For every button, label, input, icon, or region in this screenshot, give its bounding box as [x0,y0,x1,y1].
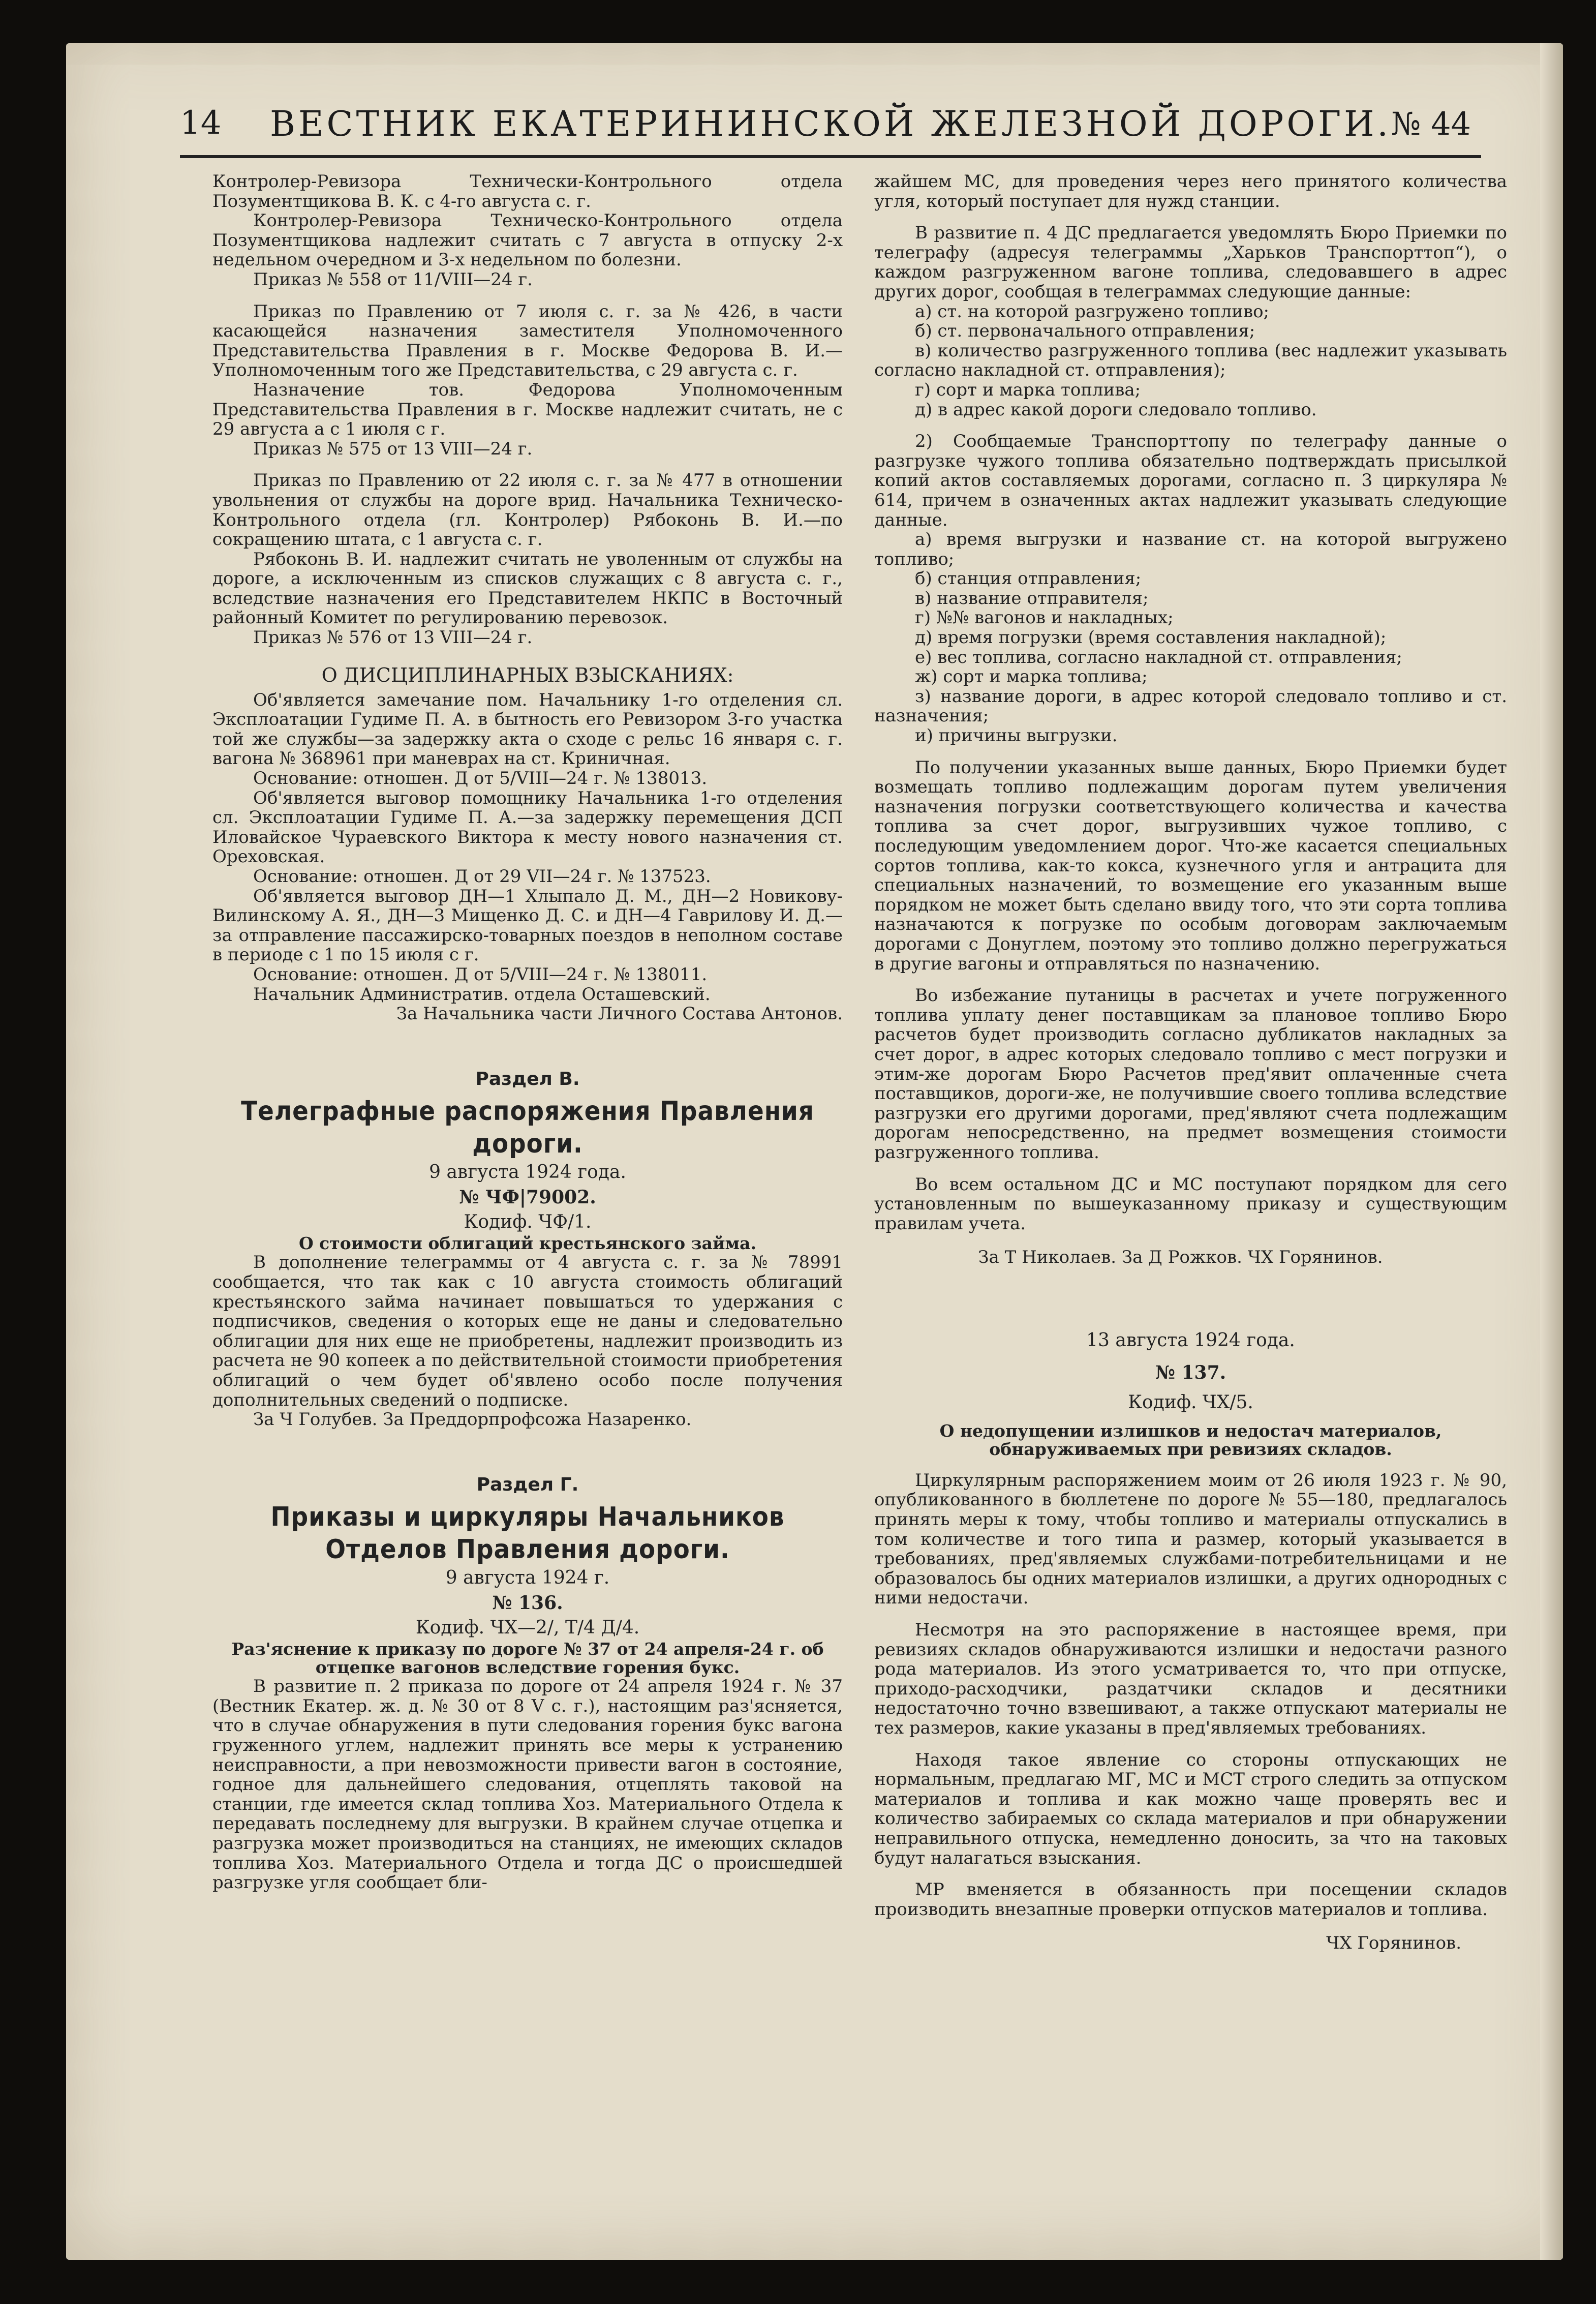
list-item: б) станция отправления; [915,568,1142,589]
right-column [874,172,1507,1953]
list-item: д) в адрес какой дороги следовало топливо. [915,399,1317,420]
order-date: 9 августа 1924 г. [445,1567,610,1589]
paragraph: В развитие п. 4 ДС предлагается уведомлять Бюро Приемки по телеграфу (адресуя телеграммы „Харьков Транспорттоп“), о каждом разгруженном вагоне топлива, следовавшего в адрес других дорог, сообщая в телеграммах следующие данные: [874,223,1507,302]
paragraph: Контролер-Ревизора Технически-Контрольного отдела Позументщикова В. К. с 4-го августа с. г. [212,171,843,211]
signature-line: ЧХ Горянинов. [1326,1933,1461,1954]
order-date: 9 августа 1924 года. [429,1162,626,1183]
paragraph: Несмотря на это распоряжение в настоящее время, при ревизиях складов обнаруживаются излишки и недостачи разного рода материалов. Из этого усматривается то, что при отпуске, приходо-расходчики, раздатчики складов и десятники недостаточно точно взвешивают, а также отпускают материалы не тех размеров, какие указаны в пред'являемых требованиях. [874,1620,1507,1738]
paragraph: Назначение тов. Федорова Уполномоченным Представительства Правления в г. Москве надлежит считать, не с 29 августа а с 1 июля с г. [212,379,843,440]
paragraph: Об'является замечание пом. Начальнику 1-го отделения сл. Эксплоатации Гудиме П. А. в бытность его Ревизором 3-го участка той же службы—за задержку акта о сходе с рельс 16 января с. г. вагона № 368961 при маневрах на ст. Криничная. [212,689,843,769]
list-item: и) причины выгрузки. [915,725,1118,746]
list-item: г) сорт и марка топлива; [915,379,1141,400]
paragraph: Приказ по Правлению от 7 июля с. г. за № 426, в части касающейся назначения заместителя Уполномоченного Представительства Правления в г. Москве Федорова В. И.—Уполномоченным того же Представительства, с 29 августа с. г. [212,301,843,381]
basis-line: Основание: отношен. Д от 5/VIII—24 г. № 138013. [253,768,708,789]
page-header [180,99,1481,158]
codification: Кодиф. ЧХ/5. [1128,1391,1253,1413]
paragraph: Приказ по Правлению от 22 июля с. г. за № 477 в отношении увольнения от службы на дороге врид. Начальника Техническо-Контрольного отдела (гл. Контролер) Рябоконь В. И.—по сокращению штата, с 1 августа с. г. [212,470,843,550]
list-item: з) название дороги, в адрес которой следовало топливо и ст. назначения; [874,686,1507,726]
paragraph: 2) Сообщаемые Транспорттопу по телеграфу данные о разгрузке чужого топлива обязательно подтверждать присылкой копий актов составляемых дорогами, согласно п. 3 циркуляра № 614, причем в означенных актах надлежит указывать следующие данные. [874,431,1507,530]
basis-line: Основание: отношен. Д от 5/VIII—24 г. № 138011. [253,964,708,985]
codification: Кодиф. ЧФ/1. [464,1211,592,1233]
order-subject: Раз'яснение к приказу по дороге № 37 от 24 апреля-24 г. об отцепке вагонов вследствие горения букс. [231,1639,824,1678]
list-item: е) вес топлива, согласно накладной ст. отправления; [915,647,1402,668]
list-item: в) количество разгруженного топлива (вес надлежит указывать согласно накладной ст. отправления); [874,340,1507,381]
signature-line: За Начальника части Личного Состава Антонов. [396,1004,843,1024]
disciplinary-heading: О ДИСЦИПЛИНАРНЫХ ВЗЫСКАНИЯХ: [321,663,734,686]
list-item: д) время погрузки (время составления накладной); [915,627,1387,648]
paragraph: Циркулярным распоряжением моим от 26 июля 1923 г. № 90, опубликованного в бюллетене по дороге № 55—180, предлагалось принять меры к тому, чтобы топливо и материалы отпускались в том количестве и того типа и размер, который указывается в требованиях, пред'являемых службами-потребительницами и не образовалось бы одних материалов излишки, а других однородных с ними недостачи. [874,1470,1507,1609]
page-number: 14 [180,104,222,142]
paragraph: В развитие п. 2 приказа по дороге от 24 апреля 1924 г. № 37 (Вестник Екатер. ж. д. № 30 от 8 V с. г.), настоящим раз'ясняется, что в случае обнаружения в пути следования горения букс вагона груженного углем, надлежит принять все меры к устранению неисправности, а при невозможности привести вагон в состояние, годное для дальнейшего следования, отцеплять таковой на станции, где имеется склад топлива Хоз. Материального Отдела к передавать последнему для выгрузки. В крайнем случае отцепка и разгрузка может производиться на станциях, не имеющих складов топлива Хоз. Материального Отдела и тогда ДС о происшедшей разгрузке угля сообщает бли- [212,1676,843,1893]
codification: Кодиф. ЧХ—2/, Т/4 Д/4. [415,1617,640,1639]
page-edge-shadow [1540,43,1563,2260]
paragraph: Во избежание путаницы в расчетах и учете погруженного топлива уплату денег поставщикам за плановое топливо Бюро расчетов будет производить согласно дубликатов накладных за счет дорог, в адрес которых следовало топливо с мест погрузки и этим-же дорогам Бюро Расчетов пред'явит оплаченные счета поставщиков, дороги-же, не получившие своего топлива вследствие разгрузки его другими дорогами, пред'являют счета подлежащим дорогам непосредственно, на предмет возмещения стоимости разгруженного топлива. [874,985,1507,1163]
order-number: № ЧФ|79002. [459,1187,596,1208]
order-subject: О стоимости облигаций крестьянского займа. [298,1233,757,1254]
order-reference: Приказ № 558 от 11/VIII—24 г. [253,269,533,290]
order-date: 13 августа 1924 года. [1086,1329,1295,1351]
basis-line: Основание: отношен. Д от 29 VII—24 г. № 137523. [253,866,711,887]
paragraph: МР вменяется в обязанность при посещении складов производить внезапные проверки отпусков материалов и топлива. [874,1879,1507,1920]
signature-line: За Т Николаев. За Д Рожков. ЧХ Горянинов. [978,1247,1383,1268]
section-b-title: Телеграфные распоряжения Правления дороги. [241,1096,814,1160]
list-item: а) время выгрузки и название ст. на которой выгружено топливо; [874,529,1507,569]
section-g-label: Раздел Г. [476,1474,579,1495]
list-item: г) №№ вагонов и накладных; [915,608,1174,628]
order-subject: О недопущении излишков и недостач материалов, обнаруживаемых при ревизиях складов. [939,1420,1442,1459]
order-number: № 137. [1155,1361,1226,1383]
order-reference: Приказ № 575 от 13 VIII—24 г. [253,438,533,459]
paragraph: Об'является выговор ДН—1 Хлыпало Д. М., ДН—2 Новикову-Вилинскому А. Я., ДН—3 Мищенко Д. С. и ДН—4 Гаврилову И. Д.—за отправление пассажирско-товарных поездов в неполном составе в периоде с 1 по 15 июля с г. [212,886,843,965]
order-reference: Приказ № 576 от 13 VIII—24 г. [253,627,533,648]
section-b-label: Раздел В. [475,1068,580,1089]
paragraph: Об'является выговор помощнику Начальника 1-го отделения сл. Эксплоатации Гудиме П. А.—за задержку перемещения ДСП Иловайское Чураевского Виктора к месту нового назначения ст. Ореховская. [212,787,843,867]
signature-line: За Ч Голубев. За Преддорпрофсожа Назаренко. [253,1409,692,1430]
section-g-title: Приказы и циркуляры Начальников Отделов Правления дороги. [270,1502,785,1565]
paragraph: Находя такое явление со стороны отпускающих не нормальным, предлагаю МГ, МС и МСТ строго следить за отпуском материалов и топлива и как можно чаще проверять вес и количество забираемых со склада материалов и при обнаружении неправильного отпуска, немедленно доносить, за что на таковых будут налагаться взыскания. [874,1749,1507,1868]
paragraph: По получении указанных выше данных, Бюро Приемки будет возмещать топливо подлежащим дорогам путем увеличения назначения погрузки соответствующего количества и качества топлива за счет дорог, выгрузивших чужое топливо, с последующим уведомлением дорог. Что-же касается специальных сортов топлива, как-то кокса, кузнечного угля и антрацита для специальных назначений, то возмещение его указанным выше порядком не может быть сделано ввиду того, что эти сорта топлива назначаются к погрузке по особым договорам заключаемым дорогами с Донуглем, поэтому это топливо должно перегружаться в другие вагоны и отправляться по назначению. [874,757,1507,974]
list-item: б) ст. первоначального отправления; [915,321,1255,342]
paragraph: Рябоконь В. И. надлежит считать не уволенным от службы на дороге, а исключенным из списков служащих с 8 августа с. г., вследствие назначения его Представителем НКПС в Восточный районный Комитет по регулированию перевозок. [212,549,843,628]
paragraph: жайшем МС, для проведения через него принятого количества угля, который поступает для нужд станции. [874,171,1507,211]
list-item: а) ст. на которой разгружено топливо; [915,301,1270,322]
list-item: ж) сорт и марка топлива; [915,666,1148,687]
left-column [212,172,843,1893]
order-number: № 136. [492,1592,563,1614]
signature-line: Начальник Административ. отдела Осташевский. [253,984,711,1005]
paragraph: В дополнение телеграммы от 4 августа с. г. за № 78991 сообщается, что так как с 10 августа стоимость облигаций крестьянского займа начинает повышаться то удержания с подписчиков, сведения о которых еще не даны и следовательно облигации для них еще не приобретены, надлежит производить из расчета не 90 копеек а по действительной стоимости приобретения облигаций о чем будет об'явлено особо после получения дополнительных сведений о подписке. [212,1252,843,1410]
newspaper-title: ВЕСТНИК ЕКАТЕРИНИНСКОЙ ЖЕЛЕЗНОЙ ДОРОГИ. [269,104,1392,144]
list-item: в) название отправителя; [915,588,1149,609]
paragraph: Контролер-Ревизора Техническо-Контрольного отдела Позументщикова надлежит считать с 7 августа в отпуску 2-х недельном очередном и 3-х недельном по болезни. [212,210,843,270]
issue-number: № 44 [1391,105,1471,142]
paragraph: Во всем остальном ДС и МС поступают порядком для сего установленным по вышеуказанному приказу и существующим правилам учета. [874,1174,1507,1234]
